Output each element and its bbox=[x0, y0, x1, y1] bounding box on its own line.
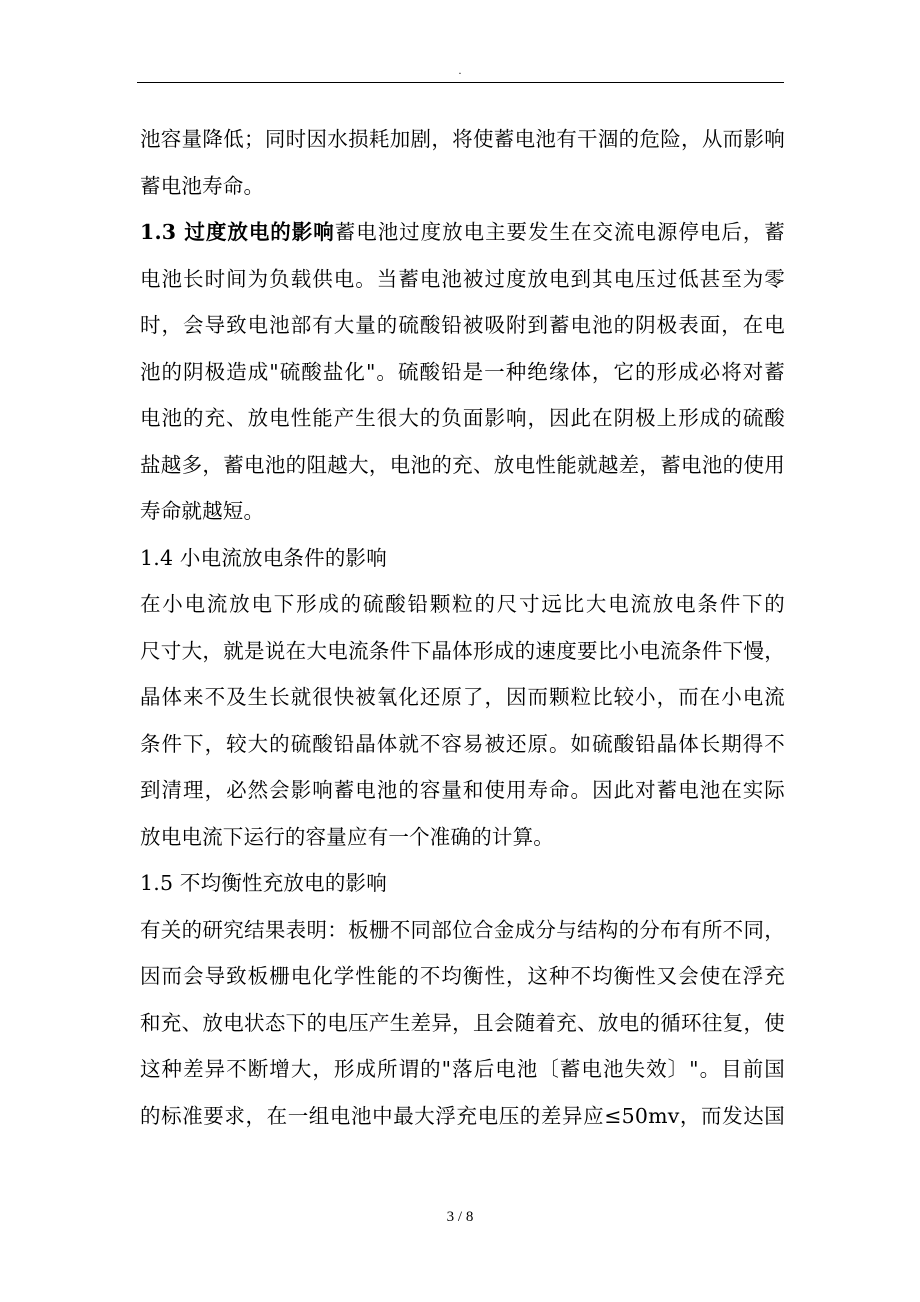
line-text: 的标准要求，在一组电池中最大浮充电压的差异应≤50mv，而发达国 bbox=[140, 1103, 785, 1128]
text-line bbox=[140, 116, 785, 163]
text-line bbox=[140, 256, 785, 303]
text-line bbox=[140, 860, 785, 907]
text-line bbox=[140, 535, 785, 582]
text-line bbox=[140, 953, 785, 1000]
line-text: 池容量降低；同时因水损耗加剧，将使蓄电池有干涸的危险，从而影响 bbox=[140, 127, 785, 151]
line-text: 电池的充、放电性能产生很大的负面影响，因此在阴极上形成的硫酸 bbox=[140, 406, 785, 430]
text-line bbox=[140, 488, 785, 535]
line-text: 1.4 小电流放电条件的影响 bbox=[140, 545, 387, 570]
text-line bbox=[140, 163, 785, 210]
line-text: 因而会导致板栅电化学性能的不均衡性，这种不均衡性又会使在浮充 bbox=[140, 964, 785, 988]
line-text: 寿命就越短。 bbox=[140, 499, 265, 523]
text-line bbox=[140, 395, 785, 442]
line-text: 电池长时间为负载供电。当蓄电池被过度放电到其电压过低甚至为零 bbox=[140, 266, 785, 291]
text-line bbox=[140, 581, 785, 628]
header-rule bbox=[137, 82, 784, 83]
line-text: 条件下，较大的硫酸铅晶体就不容易被还原。如硫酸铅晶体长期得不 bbox=[140, 731, 785, 756]
line-text: 晶体来不及生长就很快被氧化还原了，因而颗粒比较小，而在小电流 bbox=[140, 685, 785, 709]
text-line bbox=[140, 674, 785, 721]
line-text: 放电电流下运行的容量应有一个准确的计算。 bbox=[140, 824, 554, 849]
line-text: 1.5 不均衡性充放电的影响 bbox=[140, 871, 387, 895]
page-number: 3 / 8 bbox=[446, 1209, 474, 1225]
text-line bbox=[140, 442, 785, 489]
text-line bbox=[140, 721, 785, 768]
line-text: 池的阴极造成"硫酸盐化"。硫酸铅是一种绝缘体，它的形成必将对蓄 bbox=[140, 359, 785, 384]
text-line bbox=[140, 302, 785, 349]
header-mark: . bbox=[458, 66, 462, 77]
line-text: 有关的研究结果表明：板栅不同部位合金成分与结构的分布有所不同， bbox=[140, 917, 785, 942]
line-text: 盐越多，蓄电池的阻越大，电池的充、放电性能就越差，蓄电池的使用 bbox=[140, 452, 785, 477]
line-text: 时，会导致电池部有大量的硫酸铅被吸附到蓄电池的阴极表面，在电 bbox=[140, 313, 785, 337]
text-line bbox=[140, 1000, 785, 1047]
text-line bbox=[140, 1046, 785, 1093]
line-text: 到清理，必然会影响蓄电池的容量和使用寿命。因此对蓄电池在实际 bbox=[140, 778, 785, 802]
text-line bbox=[140, 1093, 785, 1140]
text-line bbox=[140, 907, 785, 954]
section-heading: 1.3 过度放电的影响 bbox=[140, 220, 335, 244]
text-line bbox=[140, 814, 785, 861]
line-text: 蓄电池寿命。 bbox=[140, 173, 265, 198]
text-line bbox=[140, 349, 785, 396]
document-body bbox=[140, 116, 785, 1139]
line-text: 和充、放电状态下的电压产生差异，且会随着充、放电的循环往复，使 bbox=[140, 1010, 785, 1035]
text-line bbox=[140, 628, 785, 675]
text-line bbox=[140, 209, 785, 256]
line-text: 蓄电池过度放电主要发生在交流电源停电后，蓄 bbox=[334, 220, 785, 244]
text-line bbox=[140, 767, 785, 814]
line-text: 在小电流放电下形成的硫酸铅颗粒的尺寸远比大电流放电条件下的 bbox=[140, 592, 785, 616]
line-text: 尺寸大，就是说在大电流条件下晶体形成的速度要比小电流条件下慢， bbox=[140, 638, 785, 663]
line-text: 这种差异不断增大，形成所谓的"落后电池〔蓄电池失效〕"。目前国 bbox=[140, 1057, 785, 1081]
